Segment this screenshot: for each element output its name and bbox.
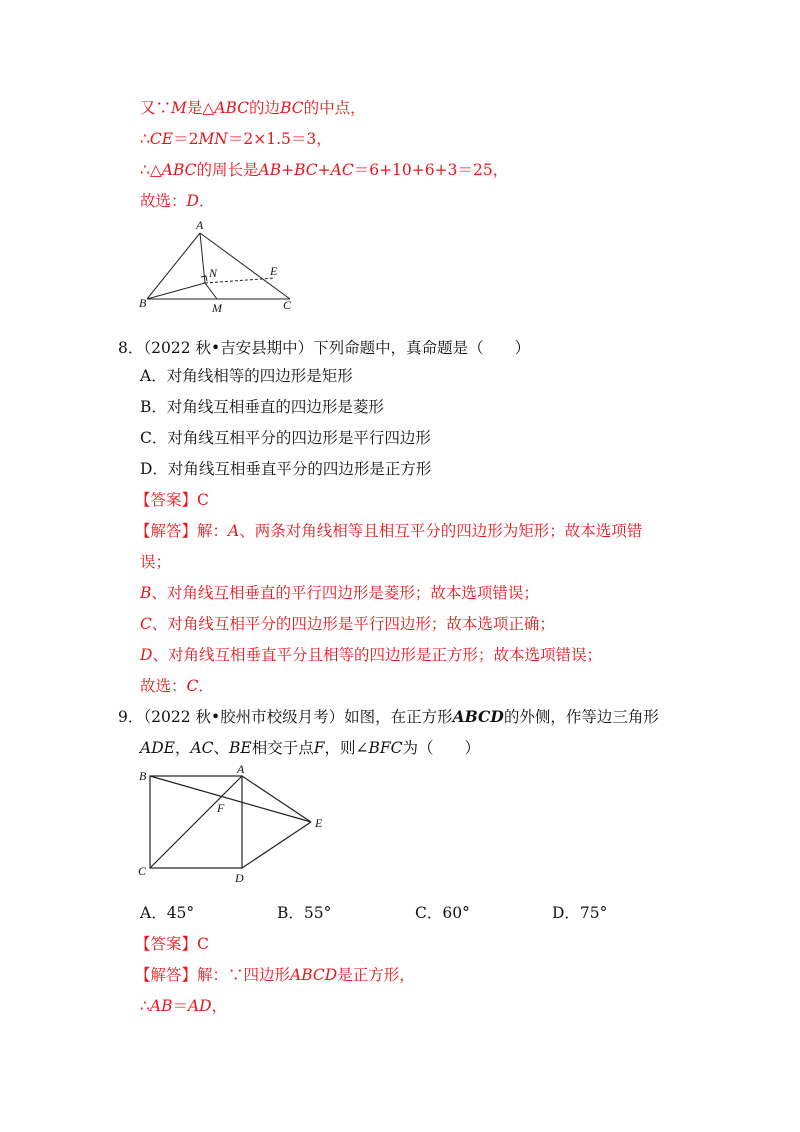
label-m: M: [212, 301, 222, 315]
solution-line-choose: 故选：D．: [140, 192, 215, 210]
label-b: B: [139, 296, 147, 310]
q9-stem-line-1: 9．（2022 秋•胶州市校级月考）如图，在正方形ABCD的外侧，作等边三角形: [118, 707, 659, 726]
label-d: D: [235, 871, 244, 885]
segment-an: [200, 233, 205, 283]
q8-option-a: A．对角线相等的四边形是矩形: [140, 367, 353, 385]
q8-option-c: C．对角线互相平分的四边形是平行四边形: [140, 429, 431, 447]
solution-line-ce: ∴CE＝2MN＝2×1.5＝3，: [140, 130, 332, 148]
segment-de: [242, 822, 311, 868]
q8-analysis-line-5: D、对角线互相垂直平分且相等的四边形是正方形；故本选项错误；: [140, 646, 602, 664]
q8-option-d: D．对角线互相垂直平分的四边形是正方形: [140, 460, 432, 478]
q8-answer: 【答案】C: [135, 491, 209, 509]
q9-stem-line-2: ADE，AC、BE相交于点F，则∠BFC为（ ）: [140, 739, 481, 757]
label-n: N: [209, 266, 218, 280]
q8-analysis-line-4: C、对角线互相平分的四边形是平行四边形；故本选项正确；: [140, 615, 555, 633]
solution-line-perimeter: ∴△ABC的周长是AB+BC+AC＝6+10+6+3＝25，: [140, 161, 509, 179]
q9-analysis-line-1: 【解答】解：∵四边形ABCD是正方形，: [135, 966, 415, 984]
q9-option-c: C．60°: [415, 904, 470, 922]
q9-option-d: D．75°: [552, 904, 608, 922]
segment-ae: [242, 776, 311, 822]
q9-analysis-line-2: ∴AB＝AD，: [140, 997, 228, 1015]
label-e: E: [270, 264, 278, 278]
q8-analysis-line-3: B、对角线互相垂直的平行四边形是菱形；故本选项错误；: [140, 584, 539, 602]
right-angle-mark: [201, 276, 207, 281]
q9-option-a: A．45°: [140, 904, 195, 922]
segment-bn: [147, 283, 205, 299]
label-c: C: [283, 298, 292, 312]
label-e: E: [315, 816, 323, 830]
segment-be: [150, 776, 311, 822]
segment-ab: [147, 233, 200, 299]
segment-ac: [150, 776, 242, 868]
label-a: A: [196, 218, 204, 232]
q8-analysis-line-1: 【解答】解：A、两条对角线相等且相互平分的四边形为矩形；故本选项错: [135, 522, 643, 540]
triangle-figure: [135, 215, 305, 315]
solution-line-midpoint: 又∵M是△ABC的边BC的中点，: [140, 99, 366, 117]
q9-option-b: B．55°: [277, 904, 332, 922]
label-b: B: [139, 769, 147, 783]
q8-choose: 故选：C．: [140, 677, 214, 695]
q8-option-b: B．对角线互相垂直的四边形是菱形: [140, 398, 384, 416]
label-c: C: [138, 864, 147, 878]
q9-answer: 【答案】C: [135, 935, 209, 953]
label-f: F: [217, 801, 225, 815]
segment-nm: [205, 283, 217, 299]
q8-stem: 8．（2022 秋•吉安县期中）下列命题中，真命题是（ ）: [118, 339, 531, 357]
square-figure: [135, 760, 335, 890]
q8-analysis-line-2: 误；: [140, 553, 172, 571]
label-a: A: [237, 762, 245, 776]
